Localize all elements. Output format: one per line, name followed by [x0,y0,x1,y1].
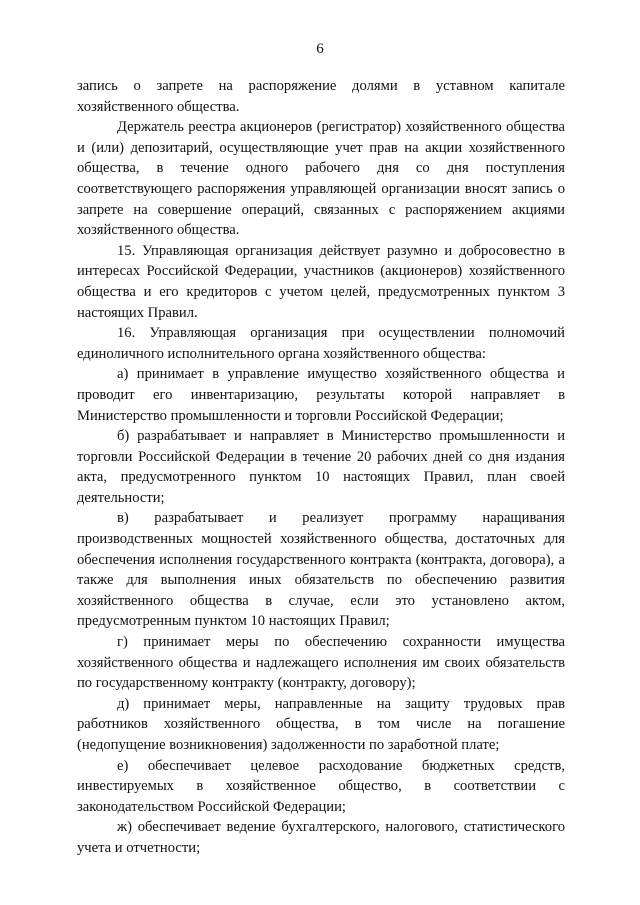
paragraph-continuation: запись о запрете на распоряжение долями в уставном капитале хозяйственного общества. [77,78,565,115]
paragraph-item-15: 15. Управляющая организация действует разумно и добросовестно в интересах Российской Федерации, участников (акционеров) хозяйственного общества и его кредиторов с учетом целей, предусмотренных пунктом 3 настоящих Правил. [77,242,565,321]
page-number: 6 [316,41,324,57]
subitem-b: б) разрабатывает и направляет в Министерство промышленности и торговли Российской Федерации в течение 20 рабочих дней со дня издания акта, предусмотренного пунктом 10 настоящих Правил, план своей деятельности; [77,428,565,506]
subitem-a: а) принимает в управление имущество хозяйственного общества и проводит его инвентаризацию, результаты которой направляет в Министерство промышленности и торговли Российской Федерации; [77,366,565,424]
subitem-g: г) принимает меры по обеспечению сохранности имущества хозяйственного общества и надлежащего исполнения им своих обязательств по государственному контракту (контракту, договору); [77,634,565,692]
subitem-e: е) обеспечивает целевое расходование бюджетных средств, инвестируемых в хозяйственное общество, в соответствии с законодательством Российской Федерации; [77,757,565,815]
subitem-zh: ж) обеспечивает ведение бухгалтерского, налогового, статистического учета и отчетности; [77,819,565,856]
document-body [77,76,565,859]
subitem-v: в) разрабатывает и реализует программу наращивания производственных мощностей хозяйственного общества, достаточных для обеспечения исполнения государственного контракта (контракта, договора), а также для выполнения иных обязательств по обеспечению развития хозяйственного общества в случае, если это установлено актом, предусмотренным пунктом 10 настоящих Правил; [77,510,565,630]
subitem-d: д) принимает меры, направленные на защиту трудовых прав работников хозяйственного общества, в том числе на погашение (недопущение возникновения) задолженности по заработной плате; [77,695,565,753]
paragraph-item-16: 16. Управляющая организация при осуществлении полномочий единоличного исполнительного органа хозяйственного общества: [77,325,565,362]
paragraph-registrar: Держатель реестра акционеров (регистратор) хозяйственного общества и (или) депозитарий, осуществляющие учет прав на акции хозяйственного общества, в течение одного рабочего дня со дня поступления соответствующего распоряжения управляющей организации вносят запись о запрете на совершение операций, связанных с распоряжением акциями хозяйственного общества. [77,119,565,239]
